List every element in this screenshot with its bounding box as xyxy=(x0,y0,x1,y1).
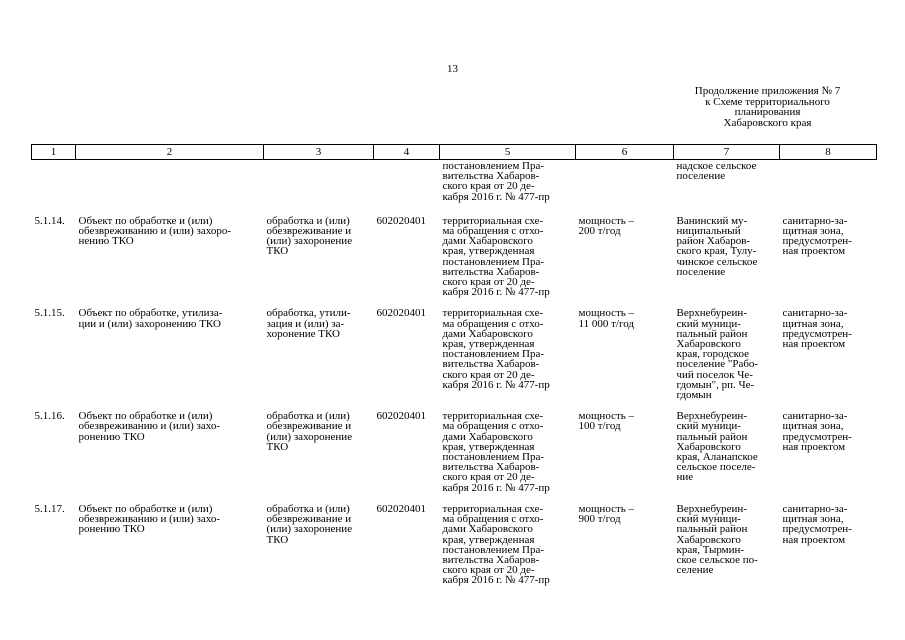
cell-line: Хабаровского xyxy=(676,338,741,351)
cell-line: вительства Хабаров- xyxy=(442,358,540,371)
cell-line: гдомын", рп. Че- xyxy=(676,378,755,391)
cell-line: кабря 2016 г. № 477-пр xyxy=(442,378,550,391)
cell-line: кабря 2016 г. № 477-пр xyxy=(442,481,550,494)
cell-line: края, городское xyxy=(676,348,749,361)
cell-line: ная проектом xyxy=(782,245,846,258)
cell-line: район Хабаров- xyxy=(676,235,751,248)
cell-line: Хабаровского xyxy=(676,533,741,546)
cell-line: мощность – xyxy=(578,214,635,227)
cell-line: обезвреживанию и (или) захоро- xyxy=(78,225,231,238)
cell-capacity xyxy=(576,409,674,502)
cell-line: щитная зона, xyxy=(782,317,844,330)
table-row xyxy=(32,502,877,595)
column-number: 2 xyxy=(76,145,264,160)
cell-line: чий поселок Че- xyxy=(676,368,753,381)
cell-line: края, утвержденная xyxy=(442,338,535,351)
cell-basis xyxy=(440,160,576,214)
column-number: 5 xyxy=(440,145,576,160)
cell-line: санитарно-за- xyxy=(782,307,848,320)
appendix-heading-line: к Схеме территориального xyxy=(705,95,830,108)
cell-line: санитарно-за- xyxy=(782,410,848,423)
cell-line: вительства Хабаров- xyxy=(442,553,540,566)
cell-capacity xyxy=(576,214,674,307)
cell-line: мощность – xyxy=(578,307,635,320)
cell-line: 11 000 т/год xyxy=(578,317,634,330)
cell-line: обезвреживание и xyxy=(266,420,352,433)
cell-line: санитарно-за- xyxy=(782,502,848,515)
cell-line: Объект по обработке и (или) xyxy=(78,214,213,227)
table-row xyxy=(32,160,877,214)
cell-code: 602020401 xyxy=(376,410,426,423)
cell-location xyxy=(674,502,780,595)
cell-capacity xyxy=(576,306,674,409)
cell-line: дами Хабаровского xyxy=(442,430,533,443)
objects-table xyxy=(31,144,877,595)
cell-line: щитная зона, xyxy=(782,225,844,238)
cell-line: сельское поселе- xyxy=(676,461,756,474)
table-row xyxy=(32,214,877,307)
cell-number: 5.1.16. xyxy=(34,410,65,423)
appendix-heading-line: Хабаровского края xyxy=(723,116,812,129)
cell-line: вительства Хабаров- xyxy=(442,265,540,278)
cell-capacity xyxy=(576,160,674,214)
cell-line: ма обращения с отхо- xyxy=(442,420,544,433)
cell-code: 602020401 xyxy=(376,307,426,320)
cell-line: ский муници- xyxy=(676,317,741,330)
cell-zones xyxy=(780,306,877,409)
cell-line: (или) захоронение xyxy=(266,430,353,443)
cell-line: пальный район xyxy=(676,523,748,536)
cell-line: ского края от 20 де- xyxy=(442,276,535,289)
cell-line: Ванинский му- xyxy=(676,214,748,227)
cell-purpose xyxy=(264,502,374,595)
cell-line: 900 т/год xyxy=(578,513,621,526)
cell-code: 602020401 xyxy=(376,214,426,227)
cell-line: пальный район xyxy=(676,430,748,443)
column-number: 1 xyxy=(32,145,76,160)
cell-line: ТКО xyxy=(266,245,289,258)
cell-line: Хабаровского xyxy=(676,440,741,453)
cell-line: (или) захоронение xyxy=(266,235,353,248)
cell-line: поселение xyxy=(676,265,726,278)
cell-line: Объект по обработке и (или) xyxy=(78,502,213,515)
appendix-heading-line: Продолжение приложения № 7 xyxy=(694,85,841,97)
cell-line: ского края от 20 де- xyxy=(442,368,535,381)
cell-line: Объект по обработке, утилиза- xyxy=(78,307,223,320)
cell-line: Объект по обработке и (или) xyxy=(78,410,213,423)
cell-line: края, утвержденная xyxy=(442,440,535,453)
cell-line: чинское сельское xyxy=(676,255,758,268)
cell-line: ная проектом xyxy=(782,533,846,546)
cell-line: ма обращения с отхо- xyxy=(442,513,544,526)
cell-line: селение xyxy=(676,564,714,577)
cell-line: вительства Хабаров- xyxy=(442,170,540,183)
cell-line: ского края от 20 де- xyxy=(442,180,535,193)
cell-zones xyxy=(780,214,877,307)
cell-line: Верхнебуреин- xyxy=(676,307,747,320)
cell-line: обезвреживание и xyxy=(266,225,352,238)
cell-line: ского края от 20 де- xyxy=(442,564,535,577)
cell-basis xyxy=(440,409,576,502)
cell-line: постановлением Пра- xyxy=(442,543,545,556)
cell-line: края, утвержденная xyxy=(442,533,535,546)
cell-line: хоронение ТКО xyxy=(266,327,340,340)
cell-line: кабря 2016 г. № 477-пр xyxy=(442,286,550,299)
cell-number: 5.1.14. xyxy=(34,214,65,227)
cell-line: предусмотрен- xyxy=(782,430,852,443)
cell-line: территориальная схе- xyxy=(442,410,544,423)
cell-location xyxy=(674,214,780,307)
cell-line: ная проектом xyxy=(782,338,846,351)
cell-line: ная проектом xyxy=(782,440,846,453)
page-number: 13 xyxy=(447,63,458,75)
cell-line: ниципальный xyxy=(676,225,741,238)
cell-line: обработка и (или) xyxy=(266,214,350,227)
column-number: 4 xyxy=(374,145,440,160)
cell-line: щитная зона, xyxy=(782,420,844,433)
cell-line: ский муници- xyxy=(676,420,741,433)
cell-basis xyxy=(440,502,576,595)
cell-line: щитная зона, xyxy=(782,513,844,526)
cell-line: Верхнебуреин- xyxy=(676,502,747,515)
cell-purpose xyxy=(264,409,374,502)
cell-line: Верхнебуреин- xyxy=(676,410,747,423)
cell-line: кабря 2016 г. № 477-пр xyxy=(442,190,550,203)
cell-line: края, Аланапское xyxy=(676,451,758,464)
cell-line: дами Хабаровского xyxy=(442,235,533,248)
cell-line: ТКО xyxy=(266,440,289,453)
cell-line: мощность – xyxy=(578,502,635,515)
cell-object-name xyxy=(76,409,264,502)
cell-line: (или) захоронение xyxy=(266,523,353,536)
cell-line: гдомын xyxy=(676,389,712,402)
cell-number: 5.1.17. xyxy=(34,502,65,515)
appendix-heading xyxy=(680,86,855,128)
cell-line: обезвреживание и xyxy=(266,513,352,526)
cell-line: дами Хабаровского xyxy=(442,523,533,536)
cell-capacity xyxy=(576,502,674,595)
cell-code: 602020401 xyxy=(376,502,426,515)
cell-line: кабря 2016 г. № 477-пр xyxy=(442,574,550,587)
cell-line: ма обращения с отхо- xyxy=(442,317,544,330)
cell-line: территориальная схе- xyxy=(442,214,544,227)
cell-basis xyxy=(440,214,576,307)
cell-line: ние xyxy=(676,471,694,484)
cell-line: обработка, утили- xyxy=(266,307,351,320)
cell-line: пальный район xyxy=(676,327,748,340)
cell-line: санитарно-за- xyxy=(782,214,848,227)
cell-line: поселение "Рабо- xyxy=(676,358,759,371)
cell-zones xyxy=(780,160,877,214)
cell-object-name xyxy=(76,214,264,307)
cell-line: дами Хабаровского xyxy=(442,327,533,340)
cell-line: края, Тырмин- xyxy=(676,543,745,556)
cell-line: ский муници- xyxy=(676,513,741,526)
cell-number xyxy=(32,160,76,214)
cell-zones xyxy=(780,502,877,595)
cell-line: 100 т/год xyxy=(578,420,621,433)
cell-line: предусмотрен- xyxy=(782,327,852,340)
column-number: 8 xyxy=(780,145,877,160)
cell-line: ции и (или) захоронению ТКО xyxy=(78,317,221,330)
cell-line: зация и (или) за- xyxy=(266,317,345,330)
cell-line: постановлением Пра- xyxy=(442,451,545,464)
cell-line: ского края от 20 де- xyxy=(442,471,535,484)
cell-purpose xyxy=(264,160,374,214)
cell-line: предусмотрен- xyxy=(782,523,852,536)
cell-line: ронению ТКО xyxy=(78,430,145,443)
cell-line: постановлением Пра- xyxy=(442,255,545,268)
column-number: 3 xyxy=(264,145,374,160)
cell-zones xyxy=(780,409,877,502)
cell-line: обработка и (или) xyxy=(266,502,350,515)
cell-line: вительства Хабаров- xyxy=(442,461,540,474)
cell-line: края, утвержденная xyxy=(442,245,535,258)
cell-object-name xyxy=(76,160,264,214)
cell-line: территориальная схе- xyxy=(442,502,544,515)
cell-line: ское сельское по- xyxy=(676,553,758,566)
cell-purpose xyxy=(264,306,374,409)
cell-line: ма обращения с отхо- xyxy=(442,225,544,238)
cell-basis xyxy=(440,306,576,409)
cell-line: мощность – xyxy=(578,410,635,423)
table-row xyxy=(32,306,877,409)
table-row xyxy=(32,409,877,502)
cell-location xyxy=(674,409,780,502)
cell-line: ронению ТКО xyxy=(78,523,145,536)
cell-line: ТКО xyxy=(266,533,289,546)
cell-code xyxy=(374,160,440,214)
cell-line: территориальная схе- xyxy=(442,307,544,320)
cell-number: 5.1.15. xyxy=(34,307,65,320)
cell-line: поселение xyxy=(676,170,726,183)
cell-object-name xyxy=(76,306,264,409)
column-number-row xyxy=(32,145,877,160)
cell-purpose xyxy=(264,214,374,307)
appendix-heading-line: планирования xyxy=(734,106,801,118)
column-number: 6 xyxy=(576,145,674,160)
cell-line: обезвреживанию и (или) захо- xyxy=(78,420,220,433)
cell-location xyxy=(674,160,780,214)
column-number: 7 xyxy=(674,145,780,160)
cell-line: нению ТКО xyxy=(78,235,134,248)
cell-line: постановлением Пра- xyxy=(442,160,545,172)
cell-line: предусмотрен- xyxy=(782,235,852,248)
cell-object-name xyxy=(76,502,264,595)
cell-line: обезвреживанию и (или) захо- xyxy=(78,513,220,526)
cell-line: 200 т/год xyxy=(578,225,621,238)
cell-line: надское сельское xyxy=(676,160,757,172)
cell-location xyxy=(674,306,780,409)
cell-line: ского края, Тулу- xyxy=(676,245,757,258)
cell-line: обработка и (или) xyxy=(266,410,350,423)
cell-line: постановлением Пра- xyxy=(442,348,545,361)
